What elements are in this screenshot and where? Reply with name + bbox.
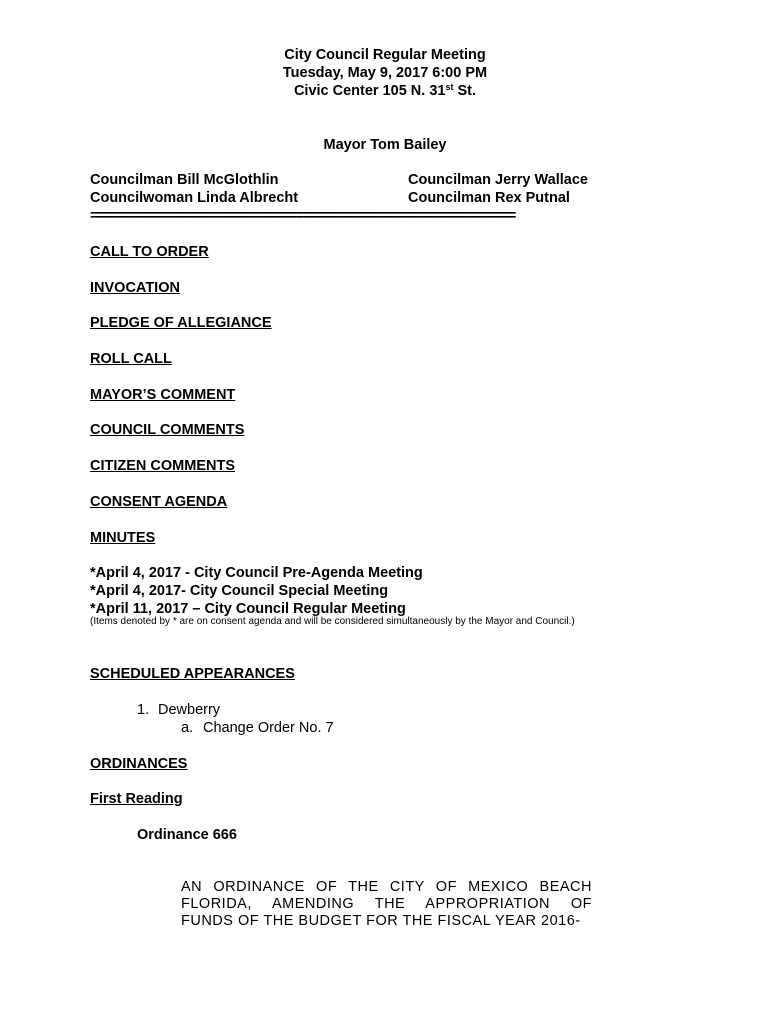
location-suffix: St. — [453, 83, 477, 99]
council-member: Councilman Bill McGlothlin — [90, 172, 279, 188]
minutes-item: *April 4, 2017 - City Council Pre-Agenda Meeting — [90, 565, 423, 581]
meeting-title: City Council Regular Meeting — [284, 47, 486, 63]
mayor-name: Mayor Tom Bailey — [323, 137, 447, 153]
council-member: Councilman Jerry Wallace — [408, 172, 588, 188]
appearance-item-name: Dewberry — [158, 702, 221, 718]
section-roll-call: ROLL CALL — [90, 351, 172, 367]
location-superscript: st — [445, 82, 454, 92]
meeting-location — [0, 82, 770, 100]
section-pledge: PLEDGE OF ALLEGIANCE — [90, 315, 272, 331]
minutes-item: *April 4, 2017- City Council Special Meeting — [90, 583, 389, 599]
separator-line: ============================================================ — [90, 209, 515, 225]
ordinance-text — [181, 879, 592, 930]
ordinance-text-line: FUNDS OF THE BUDGET FOR THE FISCAL YEAR 2016- — [181, 913, 581, 929]
meeting-header — [0, 46, 770, 100]
council-member: Councilwoman Linda Albrecht — [90, 190, 299, 206]
section-invocation: INVOCATION — [90, 280, 180, 296]
appearance-item-number: 1. — [137, 702, 150, 718]
appearance-sub-letter: a. — [181, 720, 194, 736]
minutes-item: *April 11, 2017 – City Council Regular Meeting — [90, 601, 406, 617]
section-call-to-order: CALL TO ORDER — [90, 244, 209, 260]
appearance-sub-text: Change Order No. 7 — [203, 720, 334, 736]
council-member: Councilman Rex Putnal — [408, 190, 570, 206]
section-scheduled-appearances: SCHEDULED APPEARANCES — [90, 666, 295, 682]
section-ordinances: ORDINANCES — [90, 756, 188, 772]
section-mayors-comment: MAYOR’S COMMENT — [90, 387, 236, 403]
section-first-reading: First Reading — [90, 791, 183, 807]
section-citizen-comments: CITIZEN COMMENTS — [90, 458, 235, 474]
ordinance-text-line: FLORIDA, AMENDING THE APPROPRIATION OF — [181, 896, 592, 912]
section-consent-agenda: CONSENT AGENDA — [90, 494, 228, 510]
location-prefix: Civic Center 105 N. 31 — [293, 83, 446, 99]
ordinance-text-line: AN ORDINANCE OF THE CITY OF MEXICO BEACH — [181, 879, 592, 895]
consent-note: (Items denoted by * are on consent agenda and will be considered simultaneously by the Mayor and Council.) — [90, 616, 575, 627]
section-minutes: MINUTES — [90, 530, 156, 546]
ordinance-number: Ordinance 666 — [137, 827, 237, 843]
meeting-datetime: Tuesday, May 9, 2017 6:00 PM — [282, 65, 488, 81]
section-council-comments: COUNCIL COMMENTS — [90, 422, 245, 438]
